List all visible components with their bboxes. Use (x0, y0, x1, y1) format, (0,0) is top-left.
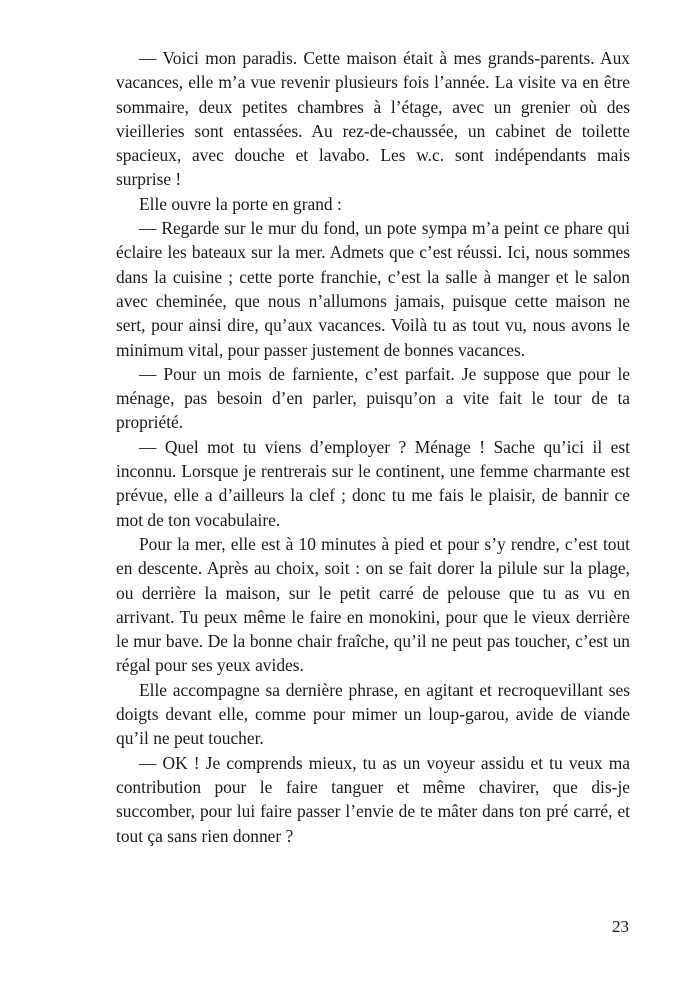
paragraph: — Voici mon paradis. Cette maison était à mes grands-parents. Aux vacances, elle m’a vue revenir plusieurs fois l’année. La visite va en être sommaire, deux petites chambres à l’étage, avec un grenier où des vieilleries sont entassées. Au rez-de-chaussée, un cabinet de toilette spacieux, avec douche et lavabo. Les w.c. sont indépendants mais surprise ! (116, 48, 630, 190)
paragraph: — Quel mot tu viens d’employer ? Ménage ! Sache qu’ici il est inconnu. Lorsque je rentrerais sur le continent, une femme charmante est prévue, elle a d’ailleurs la clef ; donc tu me fais le plaisir, de bannir ce mot de ton vocabulaire. (116, 436, 630, 530)
paragraph: Elle ouvre la porte en grand : (139, 193, 342, 214)
body-text (116, 46, 630, 848)
paragraph: — OK ! Je comprends mieux, tu as un voyeur assidu et tu veux ma contribution pour le faire tanguer et même chavirer, que dis-je succomber, pour lui faire passer l’envie de te mâter dans ton pré carré, et tout ça sans rien donner ? (116, 752, 630, 846)
paragraph: — Pour un mois de farniente, c’est parfait. Je suppose que pour le ménage, pas besoin d’en parler, puisqu’on a vite fait le tour de ta propriété. (116, 363, 630, 433)
paragraph: Elle accompagne sa dernière phrase, en agitant et recroquevillant ses doigts devant elle, comme pour mimer un loup-garou, avide de viande qu’il ne peut toucher. (116, 679, 630, 749)
paragraph: — Regarde sur le mur du fond, un pote sympa m’a peint ce phare qui éclaire les bateaux sur la mer. Admets que c’est réussi. Ici, nous sommes dans la cuisine ; cette porte franchie, c’est la salle à manger et le salon avec cheminée, que nous n’allumons jamais, puisque cette maison ne sert, pour ainsi dire, qu’aux vacances. Voilà tu as tout vu, nous avons le minimum vital, pour passer justement de bonnes vacances. (116, 218, 630, 360)
page-number: 23 (612, 917, 629, 936)
paragraph: Pour la mer, elle est à 10 minutes à pied et pour s’y rendre, c’est tout en descente. Après au choix, soit : on se fait dorer la pilule sur la plage, ou derrière la maison, sur le petit carré de pelouse que tu as vu en arrivant. Tu peux même le faire en monokini, pour que le vieux derrière le mur bave. De la bonne chair fraîche, qu’il ne peut pas toucher, c’est un régal pour ses yeux avides. (116, 533, 630, 676)
